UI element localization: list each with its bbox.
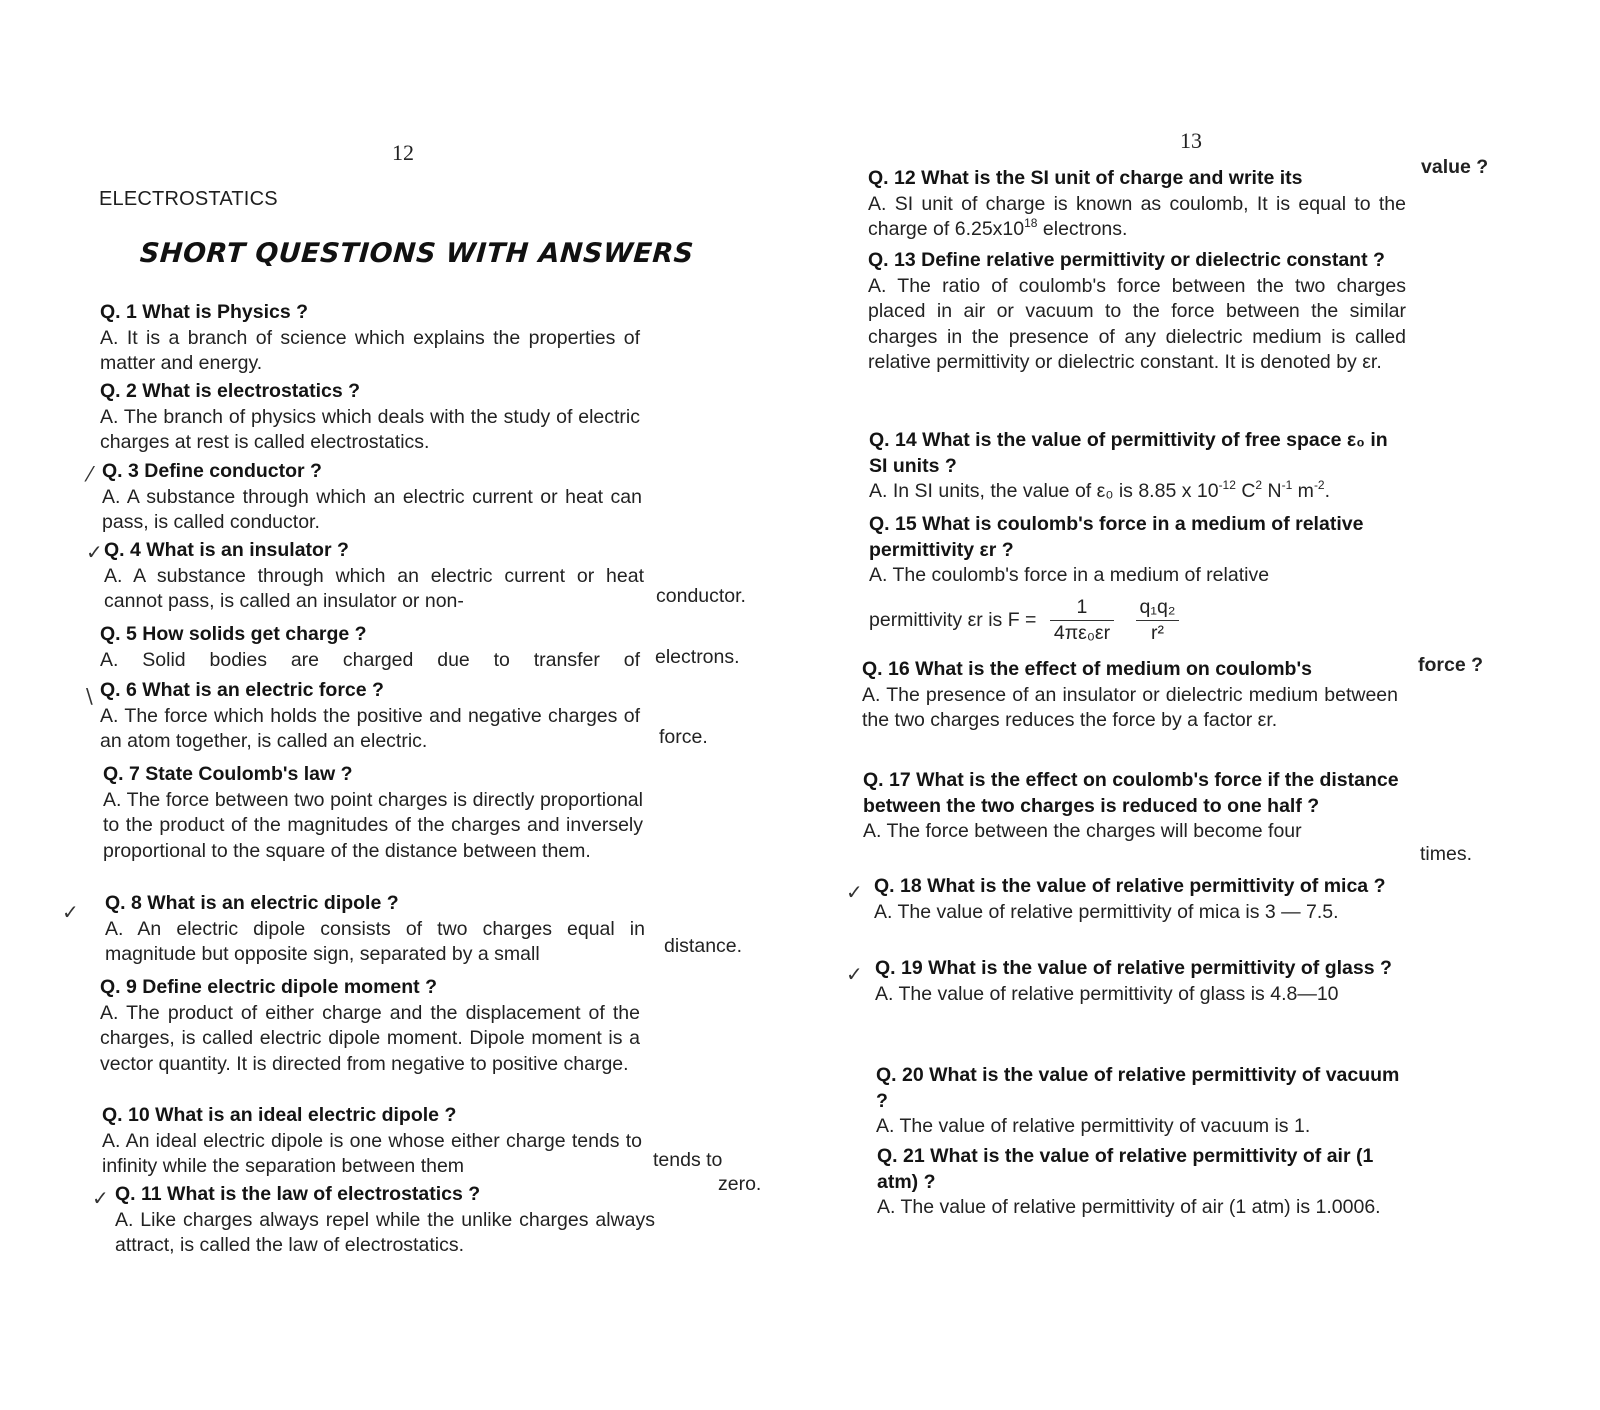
question-13: Q. 13 Define relative permittivity or dielectric constant ? <box>868 249 1385 271</box>
question-12: Q. 12 What is the SI unit of charge and write its <box>868 167 1303 189</box>
answer-10-trail: tends to <box>653 1149 723 1171</box>
question-11: Q. 11 What is the law of electrostatics ? <box>115 1183 481 1205</box>
question-2: Q. 2 What is electrostatics ? <box>100 380 361 402</box>
checkmark-icon: ✓ <box>846 962 863 986</box>
question-18: Q. 18 What is the value of relative permittivity of mica ? <box>874 875 1386 897</box>
qa-item-7 <box>103 762 643 864</box>
page-number-right: 13 <box>1180 128 1202 153</box>
question-1: Q. 1 What is Physics ? <box>100 301 309 323</box>
checkmark-icon: ⁄ <box>88 462 92 486</box>
question-14: Q. 14 What is the value of permittivity of free space ε₀ in SI units ? <box>869 429 1388 477</box>
section-banner: SHORT QUESTIONS WITH ANSWERS <box>138 238 695 269</box>
qa-item-19 <box>875 956 1411 1007</box>
question-12-trail: value ? <box>1421 156 1489 178</box>
answer-4: A. A substance through which an electric current or heat cannot pass, is called an insulator or non- <box>104 564 644 612</box>
checkmark-icon: ✓ <box>92 1186 109 1210</box>
fraction-constant: $\frac{1}{\text{4πε₀εr}}$ <box>1050 595 1114 647</box>
qa-item-15 <box>869 512 1407 647</box>
qa-item-21 <box>877 1144 1413 1221</box>
answer-13: A. The ratio of coulomb's force between the two charges placed in air or vacuum to the force between the similar charges in the presence of any dielectric medium is called relative permittivity or dielectric constant. It is denoted by εr. <box>868 274 1406 373</box>
answer-20: A. The value of relative permittivity of vacuum is 1. <box>876 1115 1311 1137</box>
answer-8-trail: distance. <box>664 935 743 957</box>
answer-16: A. The presence of an insulator or dielectric medium between the two charges reduces the force by a factor εr. <box>862 683 1398 731</box>
checkmark-icon: ✓ <box>86 540 103 564</box>
answer-15: A. The coulomb's force in a medium of relative <box>869 564 1270 586</box>
qa-item-5 <box>100 622 640 673</box>
question-8: Q. 8 What is an electric dipole ? <box>105 892 399 914</box>
answer-7: A. The force between two point charges is directly proportional to the product of the magnitudes of the charges and inversely proportional to the square of the distance between them. <box>103 788 643 862</box>
qa-item-17 <box>863 768 1399 845</box>
answer-10-trail-2: zero. <box>718 1173 762 1195</box>
answer-12: A. SI unit of charge is known as coulomb, It is equal to the charge of $6.25x10^{18}$ electrons. <box>868 192 1406 240</box>
question-9: Q. 9 Define electric dipole moment ? <box>100 976 437 998</box>
answer-9: A. The product of either charge and the displacement of the charges, is called electric dipole moment. Dipole moment is a vector quantity. It is directed from negative to positive charge. <box>100 1001 640 1075</box>
page-number-left: 12 <box>392 140 414 165</box>
coulomb-formula: permittivity εr is F = $\frac{1}{\text{4πε₀εr}}$ $\frac{\text{q₁q₂}}{\text{r²}}$ <box>869 595 1407 647</box>
qa-item-18 <box>874 874 1410 925</box>
answer-1: A. It is a branch of science which explains the properties of matter and energy. <box>100 326 640 374</box>
question-16: Q. 16 What is the effect of medium on coulomb's <box>862 658 1312 680</box>
question-19: Q. 19 What is the value of relative permittivity of glass ? <box>875 957 1392 979</box>
qa-item-16 <box>862 657 1398 734</box>
qa-item-1 <box>100 300 640 377</box>
question-6: Q. 6 What is an electric force ? <box>100 679 384 701</box>
answer-4-trail: conductor. <box>656 585 746 607</box>
answer-10: A. An ideal electric dipole is one whose either charge tends to infinity while the separation between them <box>102 1129 642 1177</box>
answer-19: A. The value of relative permittivity of glass is 4.8—10 <box>875 982 1339 1005</box>
answer-3: A. A substance through which an electric current or heat can pass, is called conductor. <box>102 485 642 533</box>
answer-8: A. An electric dipole consists of two charges equal in magnitude but opposite sign, separated by a small <box>105 917 645 965</box>
qa-item-11 <box>115 1182 655 1259</box>
answer-21: A. The value of relative permittivity of air (1 atm) is 1.0006. <box>877 1196 1381 1218</box>
qa-item-13 <box>868 248 1406 376</box>
question-3: Q. 3 Define conductor ? <box>102 460 322 482</box>
checkmark-icon: \ <box>86 684 93 708</box>
answer-17-trail: times. <box>1420 843 1473 865</box>
question-7: Q. 7 State Coulomb's law ? <box>103 763 353 785</box>
qa-item-8 <box>105 891 645 968</box>
qa-item-3 <box>102 459 642 536</box>
question-17: Q. 17 What is the effect on coulomb's force if the distance between the two charges is reduced to one half ? <box>863 769 1399 817</box>
question-21: Q. 21 What is the value of relative permittivity of air (1 atm) ? <box>877 1145 1374 1193</box>
fraction-charges: $\frac{\text{q₁q₂}}{\text{r²}}$ <box>1136 595 1180 647</box>
answer-5: A. Solid bodies are charged due to transfer of <box>100 648 640 671</box>
qa-item-4 <box>104 538 644 615</box>
qa-item-9 <box>100 975 640 1077</box>
checkmark-icon: ✓ <box>846 880 863 904</box>
qa-item-6 <box>100 678 640 755</box>
checkmark-icon: ✓ <box>62 900 79 924</box>
answer-2: A. The branch of physics which deals with the study of electric charges at rest is called electrostatics. <box>100 405 640 453</box>
answer-14: A. In SI units, the value of ε₀ is 8.85 x $10^{-12}$ $C^2$ $N^{-1}$ $m^{-2}$. <box>869 478 1331 502</box>
question-20: Q. 20 What is the value of relative permittivity of vacuum ? <box>876 1064 1400 1112</box>
question-10: Q. 10 What is an ideal electric dipole ? <box>102 1104 457 1126</box>
qa-item-10 <box>102 1103 642 1180</box>
answer-18: A. The value of relative permittivity of mica is 3 — 7.5. <box>874 900 1339 923</box>
question-16-trail: force ? <box>1418 654 1484 676</box>
answer-6: A. The force which holds the positive and negative charges of an atom together, is called an electric. <box>100 704 640 752</box>
answer-11: A. Like charges always repel while the unlike charges always attract, is called the law of electrostatics. <box>115 1208 655 1256</box>
chapter-title: ELECTROSTATICS <box>99 188 278 210</box>
qa-item-14 <box>869 428 1407 505</box>
qa-item-2 <box>100 379 640 456</box>
question-4: Q. 4 What is an insulator ? <box>104 539 349 561</box>
qa-item-12 <box>868 166 1406 243</box>
answer-6-trail: force. <box>659 726 708 748</box>
question-15: Q. 15 What is coulomb's force in a medium of relative permittivity εr ? <box>869 513 1364 561</box>
question-5: Q. 5 How solids get charge ? <box>100 623 367 645</box>
qa-item-20 <box>876 1063 1412 1140</box>
answer-17: A. The force between the charges will become four <box>863 820 1302 842</box>
answer-5-trail: electrons. <box>655 646 740 668</box>
